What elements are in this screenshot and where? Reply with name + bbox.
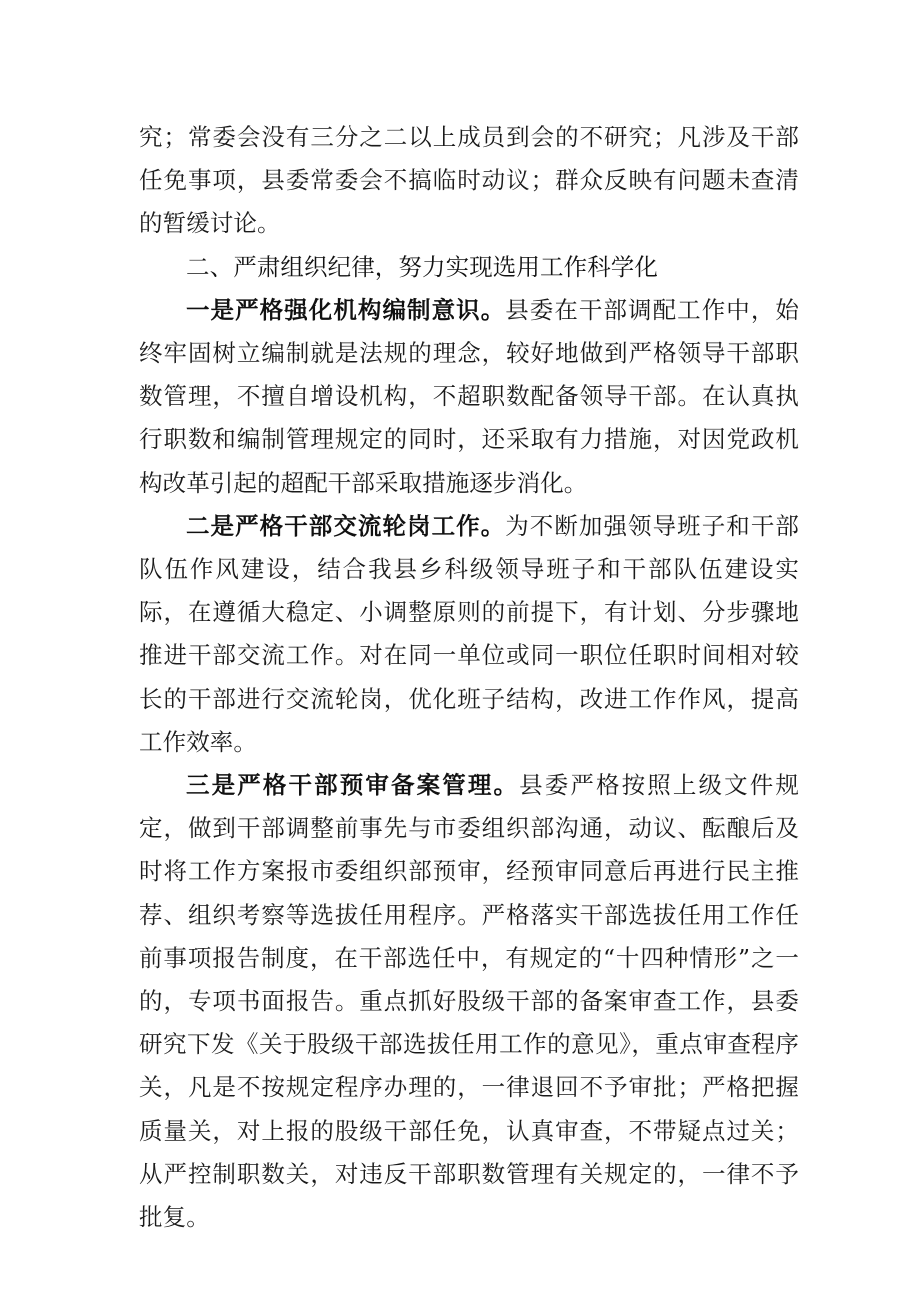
document-page — [139, 116, 799, 1239]
paragraph-2 — [139, 505, 799, 764]
intro-paragraph: 究；常委会没有三分之二以上成员到会的不研究；凡涉及干部任免事项，县委常委会不搞临时动议；群众反映有问题未查清的暂缓讨论。 — [139, 123, 799, 238]
paragraph-2-body: 为不断加强领导班子和干部队伍作风建设，结合我县乡科级领导班子和干部队伍建设实际，在遵循大稳定、小调整原则的前提下，有计划、分步骤地推进干部交流工作。对在同一单位或同一职位任职时间相对较长的干部进行交流轮岗，优化班子结构，改进工作作风，提高工作效率。 — [139, 511, 799, 756]
paragraph-2-lead: 二是严格干部交流轮岗工作。 — [186, 511, 506, 540]
paragraph-1-lead: 一是严格强化机构编制意识。 — [186, 295, 506, 324]
paragraph-1 — [139, 289, 799, 505]
paragraph-3-body: 县委严格按照上级文件规定，做到干部调整前事先与市委组织部沟通，动议、酝酿后及时将工作方案报市委组织部预审，经预审同意后再进行民主推荐、组织考察等选拔任用程序。严格落实干部选拔任用工作任前事项报告制度，在干部选任中，有规定的“十四种情形”之一的，专项书面报告。重点抓好股级干部的备案审查工作，县委研究下发《关于股级干部选拔任用工作的意见》，重点审查程序关，凡是不按规定程序办理的，一律退回不予审批；严格把握质量关，对上报的股级干部任免，认真审查，不带疑点过关；从严控制职数关，对违反干部职数管理有关规定的，一律不予批复。 — [139, 771, 799, 1232]
paragraph-3 — [139, 764, 799, 1239]
section-heading: 二、严肃组织纪律，努力实现选用工作科学化 — [186, 252, 658, 281]
paragraph-3-lead: 三是严格干部预审备案管理。 — [186, 771, 520, 800]
paragraph-1-body: 县委在干部调配工作中，始终牢固树立编制就是法规的理念，较好地做到严格领导干部职数管理，不擅自增设机构，不超职数配备领导干部。在认真执行职数和编制管理规定的同时，还采取有力措施，对因党政机构改革引起的超配干部采取措施逐步消化。 — [139, 295, 799, 497]
